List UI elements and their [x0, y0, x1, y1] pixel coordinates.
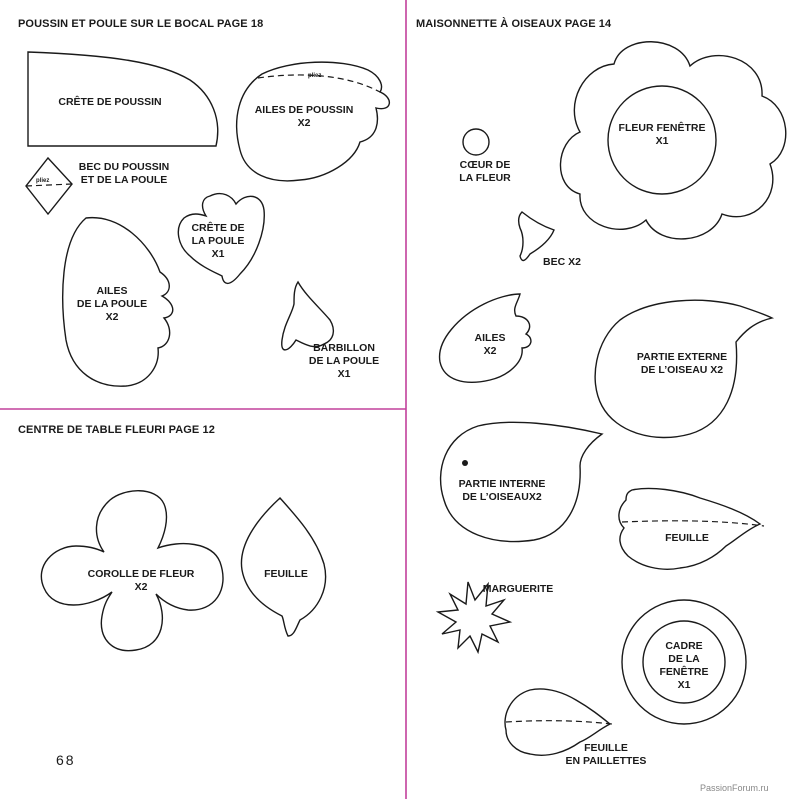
feuille-centre-shape [241, 498, 325, 636]
label-plier-bec: pliez [36, 178, 50, 184]
label-fleur-fenetre: FLEUR FENÊTRE X1 [618, 122, 706, 147]
label-bec: BEC X2 [543, 256, 581, 268]
section-title-centre: CENTRE DE TABLE FLEURI PAGE 12 [18, 424, 215, 436]
label-ailes-poule: AILES DE LA POULE X2 [76, 285, 148, 323]
label-barbillon: BARBILLON DE LA POULE X1 [308, 342, 380, 380]
label-feuille-centre: FEUILLE [264, 568, 308, 580]
label-feuille-maison: FEUILLE [665, 532, 709, 544]
label-marguerite: MARGUERITE [482, 583, 554, 595]
barbillon-shape [282, 282, 334, 350]
label-ailes-poussin: AILES DE POUSSIN X2 [254, 104, 354, 129]
label-bec-poussin: BEC DU POUSSIN ET DE LA POULE [78, 161, 170, 186]
label-corolle: COROLLE DE FLEUR X2 [87, 568, 195, 593]
bird-eye-dot [462, 460, 468, 466]
label-feuille-paillettes: FEUILLE EN PAILLETTES [565, 742, 647, 767]
page-number: 68 [56, 752, 76, 768]
label-coeur-fleur: CŒUR DE LA FLEUR [459, 159, 511, 184]
label-crete-poule: CRÊTE DE LA POULE X1 [191, 222, 245, 260]
label-ailes-maison: AILES X2 [474, 332, 506, 357]
coeur-fleur-shape [463, 129, 489, 155]
label-crete-poussin: CRÊTE DE POUSSIN [58, 96, 162, 108]
bec-poussin-shape [26, 158, 72, 214]
label-partie-externe: PARTIE EXTERNE DE L’OISEAU X2 [636, 351, 728, 376]
bec-shape [519, 212, 554, 260]
feuille-maison-shape [619, 488, 760, 569]
section-title-poussin: POUSSIN ET POULE SUR LE BOCAL PAGE 18 [18, 18, 264, 30]
label-plier-ailes: pliez [308, 73, 322, 79]
label-cadre: CADRE DE LA FENÊTRE X1 [659, 640, 709, 691]
label-partie-interne: PARTIE INTERNE DE L’OISEAUX2 [458, 478, 546, 503]
watermark-text: PassionForum.ru [700, 783, 769, 793]
section-title-maisonnette: MAISONNETTE À OISEAUX PAGE 14 [416, 18, 612, 30]
